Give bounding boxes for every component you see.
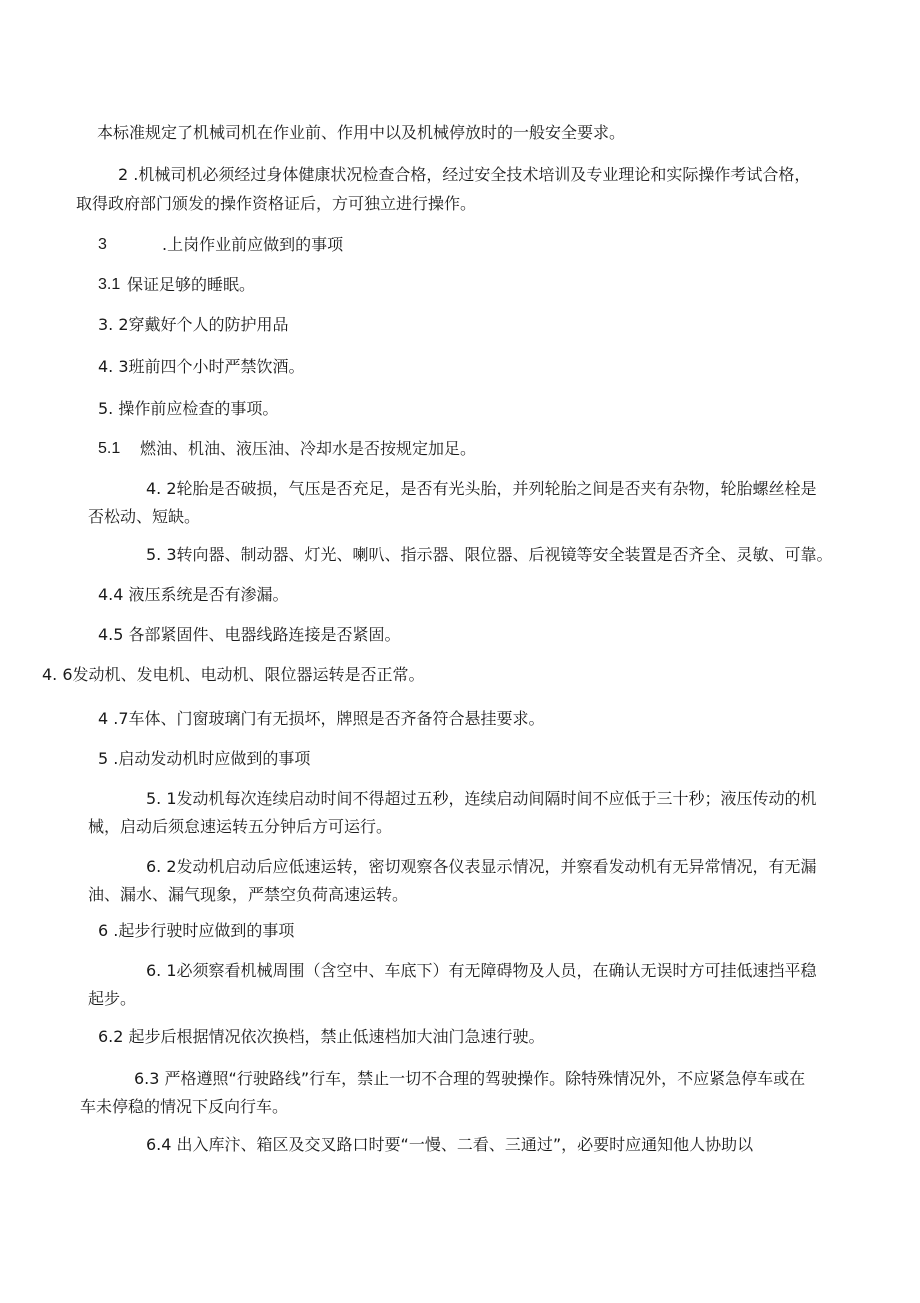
clause-4-2-line-1: 4. 2轮胎是否破损，气压是否充足，是否有光头胎，并列轮胎之间是否夹有杂物，轮胎螺丝栓是 — [146, 479, 817, 498]
clause-5-3: 5. 3转向器、制动器、灯光、喇叭、指示器、限位器、后视镜等安全装置是否齐全、灵敏、可靠。 — [146, 545, 833, 564]
intro-paragraph: 本标准规定了机械司机在作业前、作用中以及机械停放时的一般安全要求。 — [97, 123, 626, 142]
clause-3-1-number: 3.1 — [98, 276, 121, 293]
clause-3-heading: .上岗作业前应做到的事项 — [162, 235, 344, 254]
clause-6-4: 6.4 出入库汴、箱区及交叉路口时要“一慢、二看、三通过”，必要时应通知他人协助以 — [146, 1135, 754, 1154]
clause-4-6: 4. 6发动机、发电机、电动机、限位器运转是否正常。 — [42, 665, 425, 684]
clause-6-1-line-1: 6. 1必须察看机械周围（含空中、车底下）有无障碍物及人员，在确认无误时方可挂低速挡平稳 — [146, 961, 817, 980]
clause-6-2-line-1: 6. 2发动机启动后应低速运转，密切观察各仪表显示情况，并察看发动机有无异常情况，有无漏 — [146, 857, 817, 876]
clause-5-1-start-line-1: 5. 1发动机每次连续启动时间不得超过五秒，连续启动间隔时间不应低于三十秒；液压传动的机 — [146, 789, 817, 808]
clause-5-1-start-line-2: 械，启动后须怠速运转五分钟后方可运行。 — [88, 817, 393, 836]
clause-6-2-line-2: 油、漏水、漏气现象，严禁空负荷高速运转。 — [88, 885, 409, 904]
clause-3-1-text: 保证足够的睡眠。 — [127, 275, 256, 294]
clause-4-4: 4.4 液压系统是否有渗漏。 — [98, 585, 289, 604]
clause-6-3-line-2: 车未停稳的情况下反向行车。 — [80, 1097, 289, 1116]
clause-2-line-1: 2 .机械司机必须经过身体健康状况检查合格，经过安全技术培训及专业理论和实际操作考试合格， — [118, 165, 811, 184]
clause-3-number: 3 — [98, 236, 107, 253]
clause-5-heading: 5. 操作前应检查的事项。 — [98, 399, 279, 418]
clause-4-3: 4. 3班前四个小时严禁饮酒。 — [98, 357, 305, 376]
clause-6-3-line-1: 6.3 严格遵照“行驶路线”行车，禁止一切不合理的驾驶操作。除特殊情况外，不应紧急停车或在 — [134, 1069, 806, 1088]
clause-4-2-line-2: 否松动、短缺。 — [88, 507, 201, 526]
clause-5-1-number: 5.1 — [98, 440, 121, 457]
clause-4-7: 4 .7车体、门窗玻璃门有无损坏，牌照是否齐备符合悬挂要求。 — [98, 709, 545, 728]
clause-6-heading: 6 .起步行驶时应做到的事项 — [98, 921, 295, 940]
clause-6-2: 6.2 起步后根据情况依次换档，禁止低速档加大油门急速行驶。 — [98, 1027, 545, 1046]
clause-2-line-2: 取得政府部门颁发的操作资格证后，方可独立进行操作。 — [76, 194, 477, 213]
clause-5-heading-start: 5 .启动发动机时应做到的事项 — [98, 749, 311, 768]
clause-6-1-line-2: 起步。 — [88, 989, 137, 1008]
clause-5-1-text: 燃油、机油、液压油、冷却水是否按规定加足。 — [140, 439, 477, 458]
clause-3-2: 3. 2穿戴好个人的防护用品 — [98, 315, 289, 334]
clause-4-5: 4.5 各部紧固件、电器线路连接是否紧固。 — [98, 625, 401, 644]
